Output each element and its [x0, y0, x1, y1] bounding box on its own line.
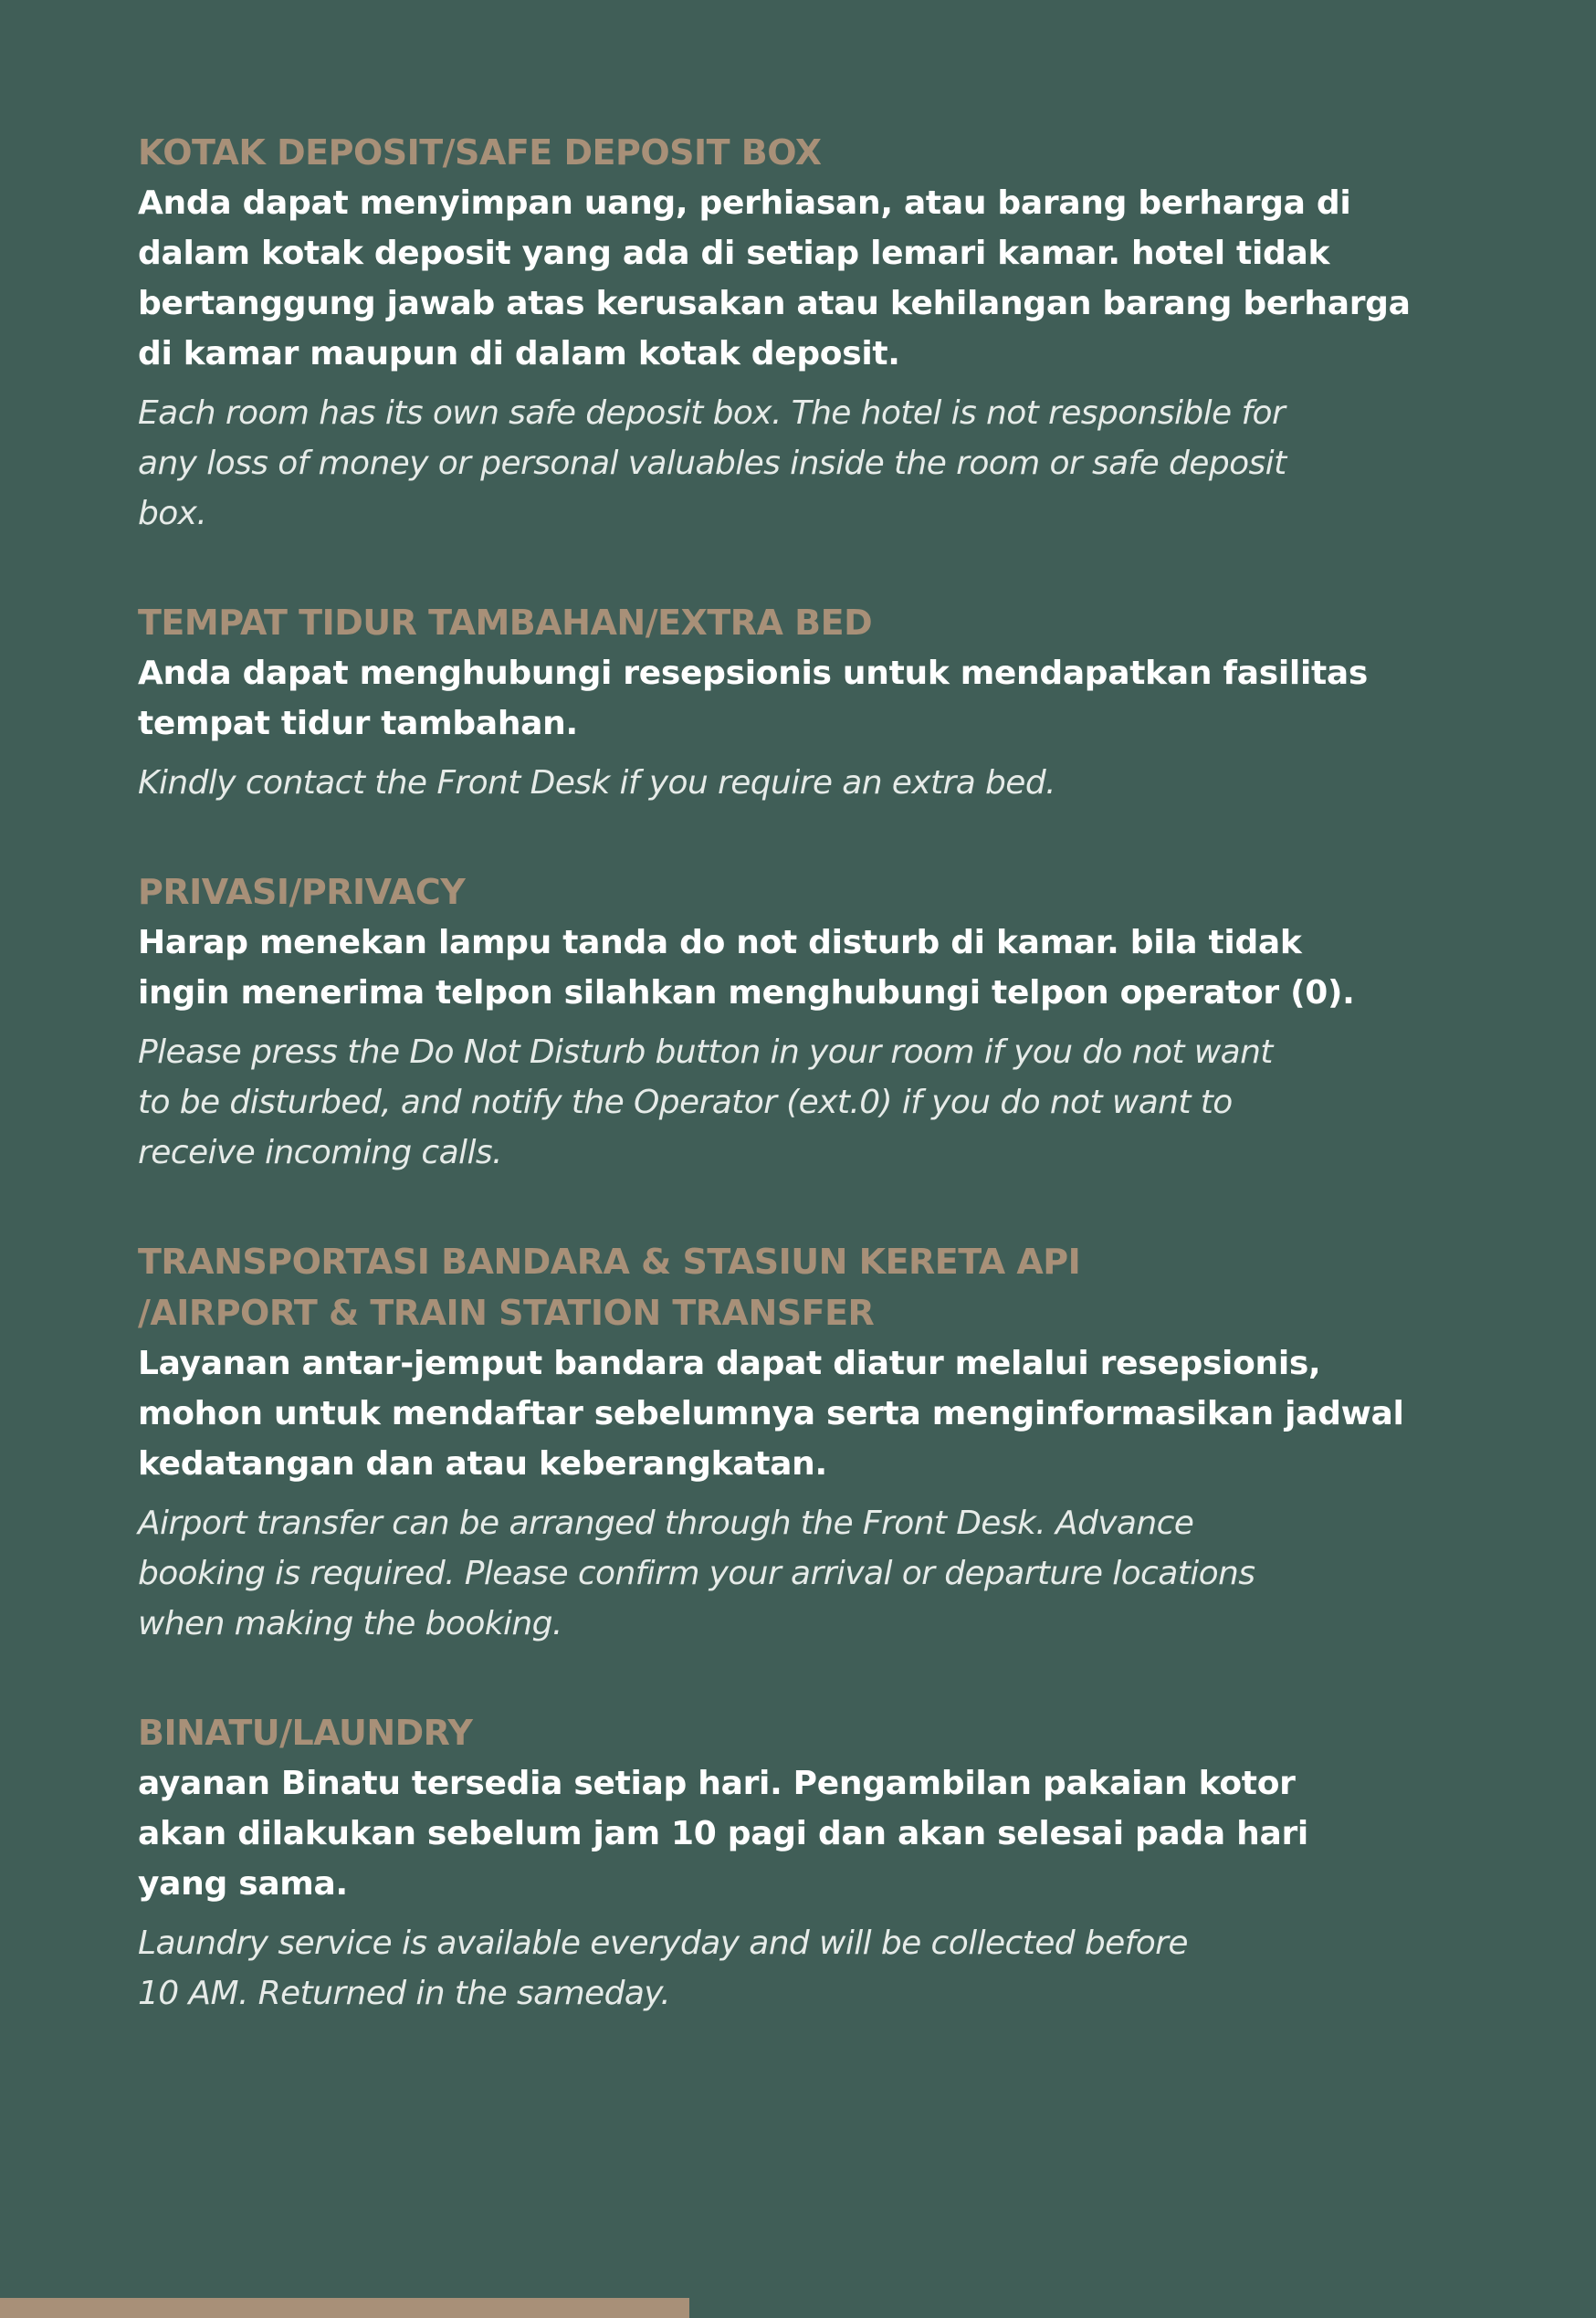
page-content [138, 127, 1489, 2019]
english-text: Please press the Do Not Disturb button in your room if you do not want to be disturbed, and notify the Operator (ext.0) if you do not want to receive incoming calls. [138, 1033, 1273, 1171]
section-heading: PRIVASI/PRIVACY [138, 872, 466, 912]
english-text: Each room has its own safe deposit box. The hotel is not responsible for any loss of money or personal valuables inside the room or safe deposit box. [138, 394, 1286, 532]
section-airport-transfer [138, 1236, 1489, 1649]
section-heading: TEMPAT TIDUR TAMBAHAN/EXTRA BED [138, 603, 873, 643]
section-heading: KOTAK DEPOSIT/SAFE DEPOSIT BOX [138, 132, 822, 173]
section-laundry [138, 1707, 1489, 2019]
indonesian-text: ayanan Binatu tersedia setiap hari. Pengambilan pakaian kotor akan dilakukan sebelum jam 10 pagi dan akan selesai pada hari yang sama. [138, 1765, 1308, 1903]
section-privacy [138, 866, 1489, 1178]
english-text: Airport transfer can be arranged through the Front Desk. Advance booking is required. Please confirm your arrival or departure locations when making the booking. [138, 1505, 1255, 1642]
indonesian-text: Harap menekan lampu tanda do not disturb di kamar. bila tidak ingin menerima telpon silahkan menghubungi telpon operator (0). [138, 924, 1355, 1012]
indonesian-text: Anda dapat menyimpan uang, perhiasan, atau barang berharga di dalam kotak deposit yang ada di setiap lemari kamar. hotel tidak bertanggung jawab atas kerusakan atau kehilangan barang berharga di kamar maupun di dalam kotak deposit. [138, 184, 1411, 372]
section-heading: BINATU/LAUNDRY [138, 1713, 473, 1753]
english-text: Laundry service is available everyday and will be collected before 10 AM. Returned in the sameday. [138, 1925, 1188, 2012]
indonesian-text: Anda dapat menghubungi resepsionis untuk mendapatkan fasilitas tempat tidur tambahan. [138, 655, 1369, 742]
indonesian-text: Layanan antar-jemput bandara dapat diatur melalui resepsionis, mohon untuk mendaftar sebelumnya serta menginformasikan jadwal kedatangan dan atau keberangkatan. [138, 1345, 1404, 1483]
section-safe-deposit-box [138, 127, 1489, 539]
section-heading: TRANSPORTASI BANDARA & STASIUN KERETA API /AIRPORT & TRAIN STATION TRANSFER [138, 1242, 1081, 1333]
section-extra-bed [138, 597, 1489, 808]
english-text: Kindly contact the Front Desk if you require an extra bed. [138, 764, 1055, 802]
footer-accent-bar [0, 2298, 689, 2318]
